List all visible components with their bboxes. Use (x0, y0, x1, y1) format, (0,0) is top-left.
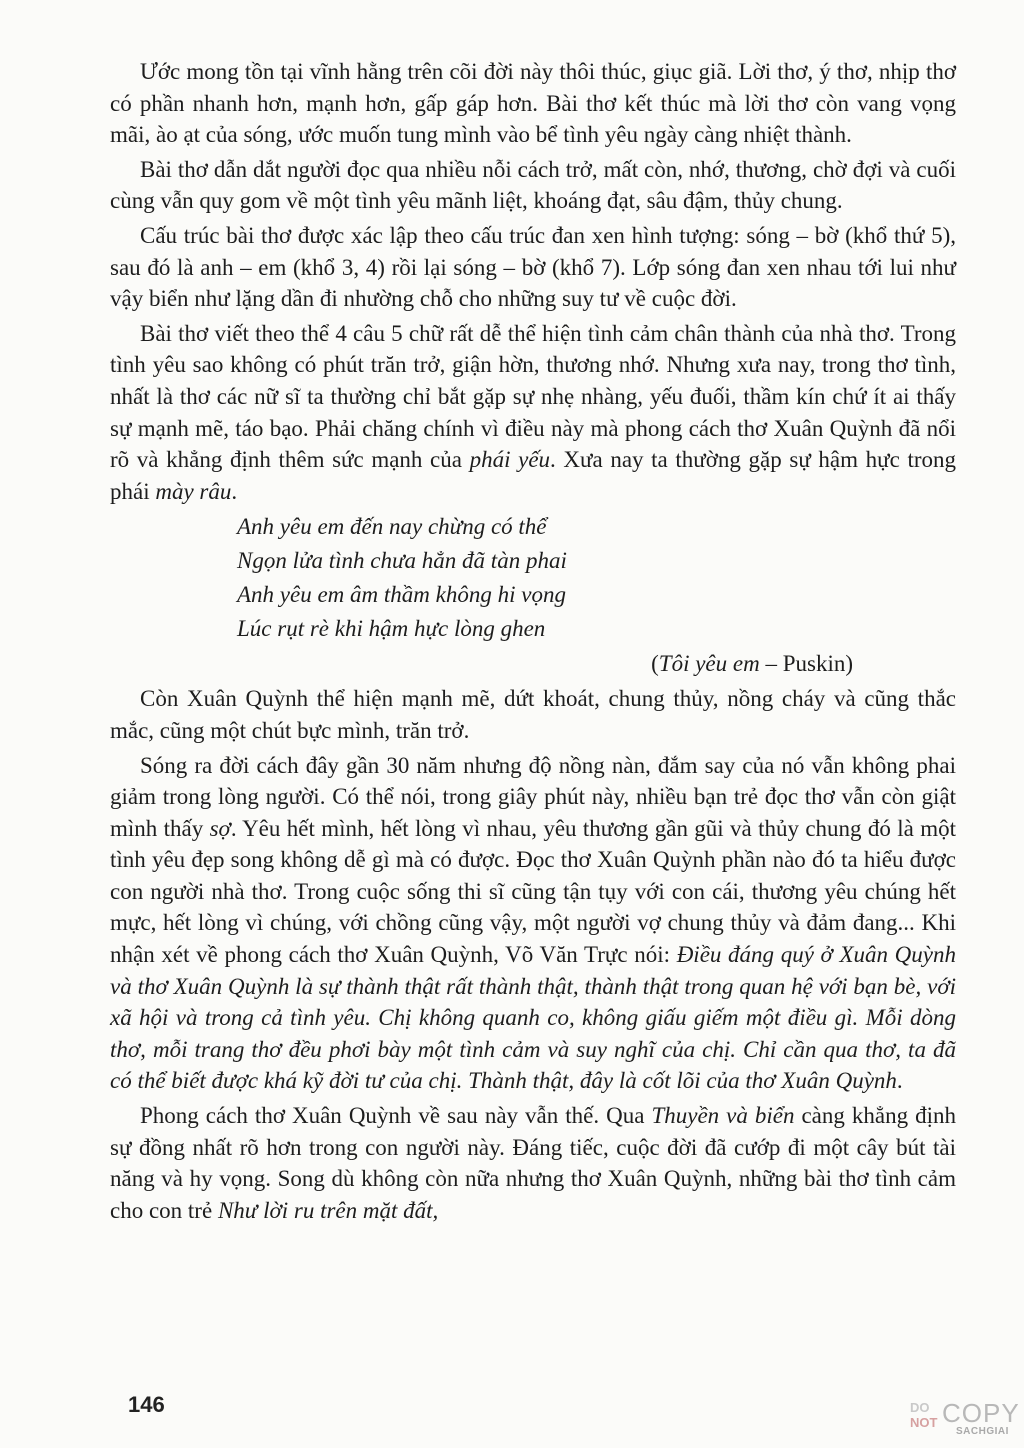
italic-text: sợ (209, 815, 231, 841)
poem-line: Anh yêu em âm thầm không hi vọng (237, 582, 566, 608)
text-run: Bài thơ viết theo thể 4 câu 5 chữ rất dễ thể hiện tình cảm chân thành của nhà thơ. Trong tình yêu sao không có phút trăn trở, giận hờn, thương nhớ. Nhưng xưa nay, trong thơ tình, nhất là thơ các nữ sĩ ta thường chỉ bắt gặp sự nhẹ nhàng, yếu đuối, thầm kín chứ ít ai thấy sự mạnh mẽ, táo bạo. Phải chăng chính vì điều này mà phong cách thơ Xuân Quỳnh đã nổi rõ và khẳng định thêm sức mạnh của (110, 320, 956, 473)
text-run: Ước mong tồn tại vĩnh hằng trên cõi đời này thôi thúc, giục giã. Lời thơ, ý thơ, nhịp thơ có phần nhanh hơn, mạnh hơn, gấp gáp hơn. Bài thơ kết thúc mà lời thơ còn vang vọng mãi, ào ạt của sóng, ước muốn tung mình vào bể tình yêu ngày càng nhiệt thành. (110, 59, 956, 148)
italic-text: mày râu (155, 478, 232, 504)
text-run: Sóng ra đời cách đây gần 30 năm nhưng độ nồng nàn, đắm say của nó vẫn không phai giảm trong lòng người. Có thể nói, trong giây phút này, nhiều bạn trẻ đọc thơ vẫn còn giật mình thấy (110, 752, 956, 841)
italic-text: phái yếu (469, 447, 551, 473)
text-run: Bài thơ dẫn dắt người đọc qua nhiều nỗi cách trở, mất còn, nhớ, thương, chờ đợi và cuối cùng vẫn quy gom về một tình yêu mãnh liệt, khoáng đạt, sâu đậm, thủy chung. (110, 156, 956, 214)
poem-quote (237, 510, 956, 646)
poem-author: – Puskin) (759, 651, 853, 677)
paragraph-group (110, 683, 956, 1226)
paragraph (110, 220, 956, 315)
poem-attribution: (Tôi yêu em – Puskin) (651, 651, 853, 677)
paragraph (110, 750, 956, 1098)
poem-line: Ngọn lửa tình chưa hẳn đã tàn phai (237, 548, 567, 574)
text-run: . Yêu hết mình, hết lòng vì nhau, yêu thương gần gũi và thủy chung đó là một tình yêu đẹp song không dễ gì mà có được. Đọc thơ Xuân Quỳnh phần nào đó ta hiểu được con người nhà thơ. Trong cuộc sống thi sĩ cũng tận tụy với con cái, thương yêu chúng hết mực, hết lòng vì chúng, với chồng cũng vậy, một người vợ chung thủy và đảm đang... Khi nhận xét về phong cách thơ Xuân Quỳnh, Võ Văn Trực nói: (110, 815, 956, 968)
paragraph-group (110, 56, 956, 507)
paragraph (110, 1100, 956, 1226)
poem-line: Lúc rụt rè khi hậm hực lòng ghen (237, 616, 546, 642)
poem-line: Anh yêu em đến nay chừng có thể (237, 514, 547, 540)
italic-text: Thuyền và biển (651, 1103, 795, 1129)
text-run: Phong cách thơ Xuân Quỳnh về sau này vẫn thế. Qua (140, 1103, 652, 1129)
text-run: càng khẳng định sự đồng nhất rõ hơn trong con người này. Đáng tiếc, cuộc đời đã cướp đi một cây bút tài năng và hy vọng. Song dù không còn nữa nhưng thơ Xuân Quỳnh, những bài thơ tình cảm cho con trẻ (110, 1103, 957, 1223)
paragraph (110, 683, 956, 746)
paragraph (110, 318, 956, 508)
watermark-logo: DO NOT COPY SACHGIAI (910, 1398, 1020, 1437)
text-run: . Xưa nay ta thường gặp sự hậm hực trong phái (110, 447, 956, 504)
page-body (110, 56, 956, 1229)
italic-text: Điều đáng quý ở Xuân Quỳnh và thơ Xuân Quỳnh là sự thành thật rất thành thật, thành thật trong quan hệ với bạn bè, với xã hội và trong cả tình yêu. Chị không quanh co, không giấu giếm một điều gì. Mỗi dòng thơ, mỗi trang thơ đều phơi bày một tình cảm và suy nghĩ của chị. Chỉ cần qua thơ, ta đã có thể biết được khá kỹ đời tư của chị. Thành thật, đây là cốt lõi của thơ Xuân Quỳnh (110, 942, 956, 1094)
poem-title: Tôi yêu em (658, 651, 760, 677)
text-run: . (896, 1068, 903, 1094)
italic-text: Như lời ru trên mặt đất, (217, 1197, 439, 1223)
text-run: Còn Xuân Quỳnh thể hiện mạnh mẽ, dứt khoát, chung thủy, nồng cháy và cũng thắc mắc, cũng một chút bực mình, trăn trở. (110, 686, 956, 743)
page-number: 146 (128, 1392, 165, 1417)
text-run: . (231, 478, 238, 504)
paragraph (110, 56, 956, 151)
paragraph (110, 154, 956, 217)
text-run: Cấu trúc bài thơ được xác lập theo cấu trúc đan xen hình tượng: sóng – bờ (khổ thứ 5), sau đó là anh – em (khổ 3, 4) rồi lại sóng – bờ (khổ 7). Lớp sóng đan xen nhau tới lui như vậy biển như lặng dần đi nhường chỗ cho những suy tư về cuộc đời. (110, 222, 956, 312)
